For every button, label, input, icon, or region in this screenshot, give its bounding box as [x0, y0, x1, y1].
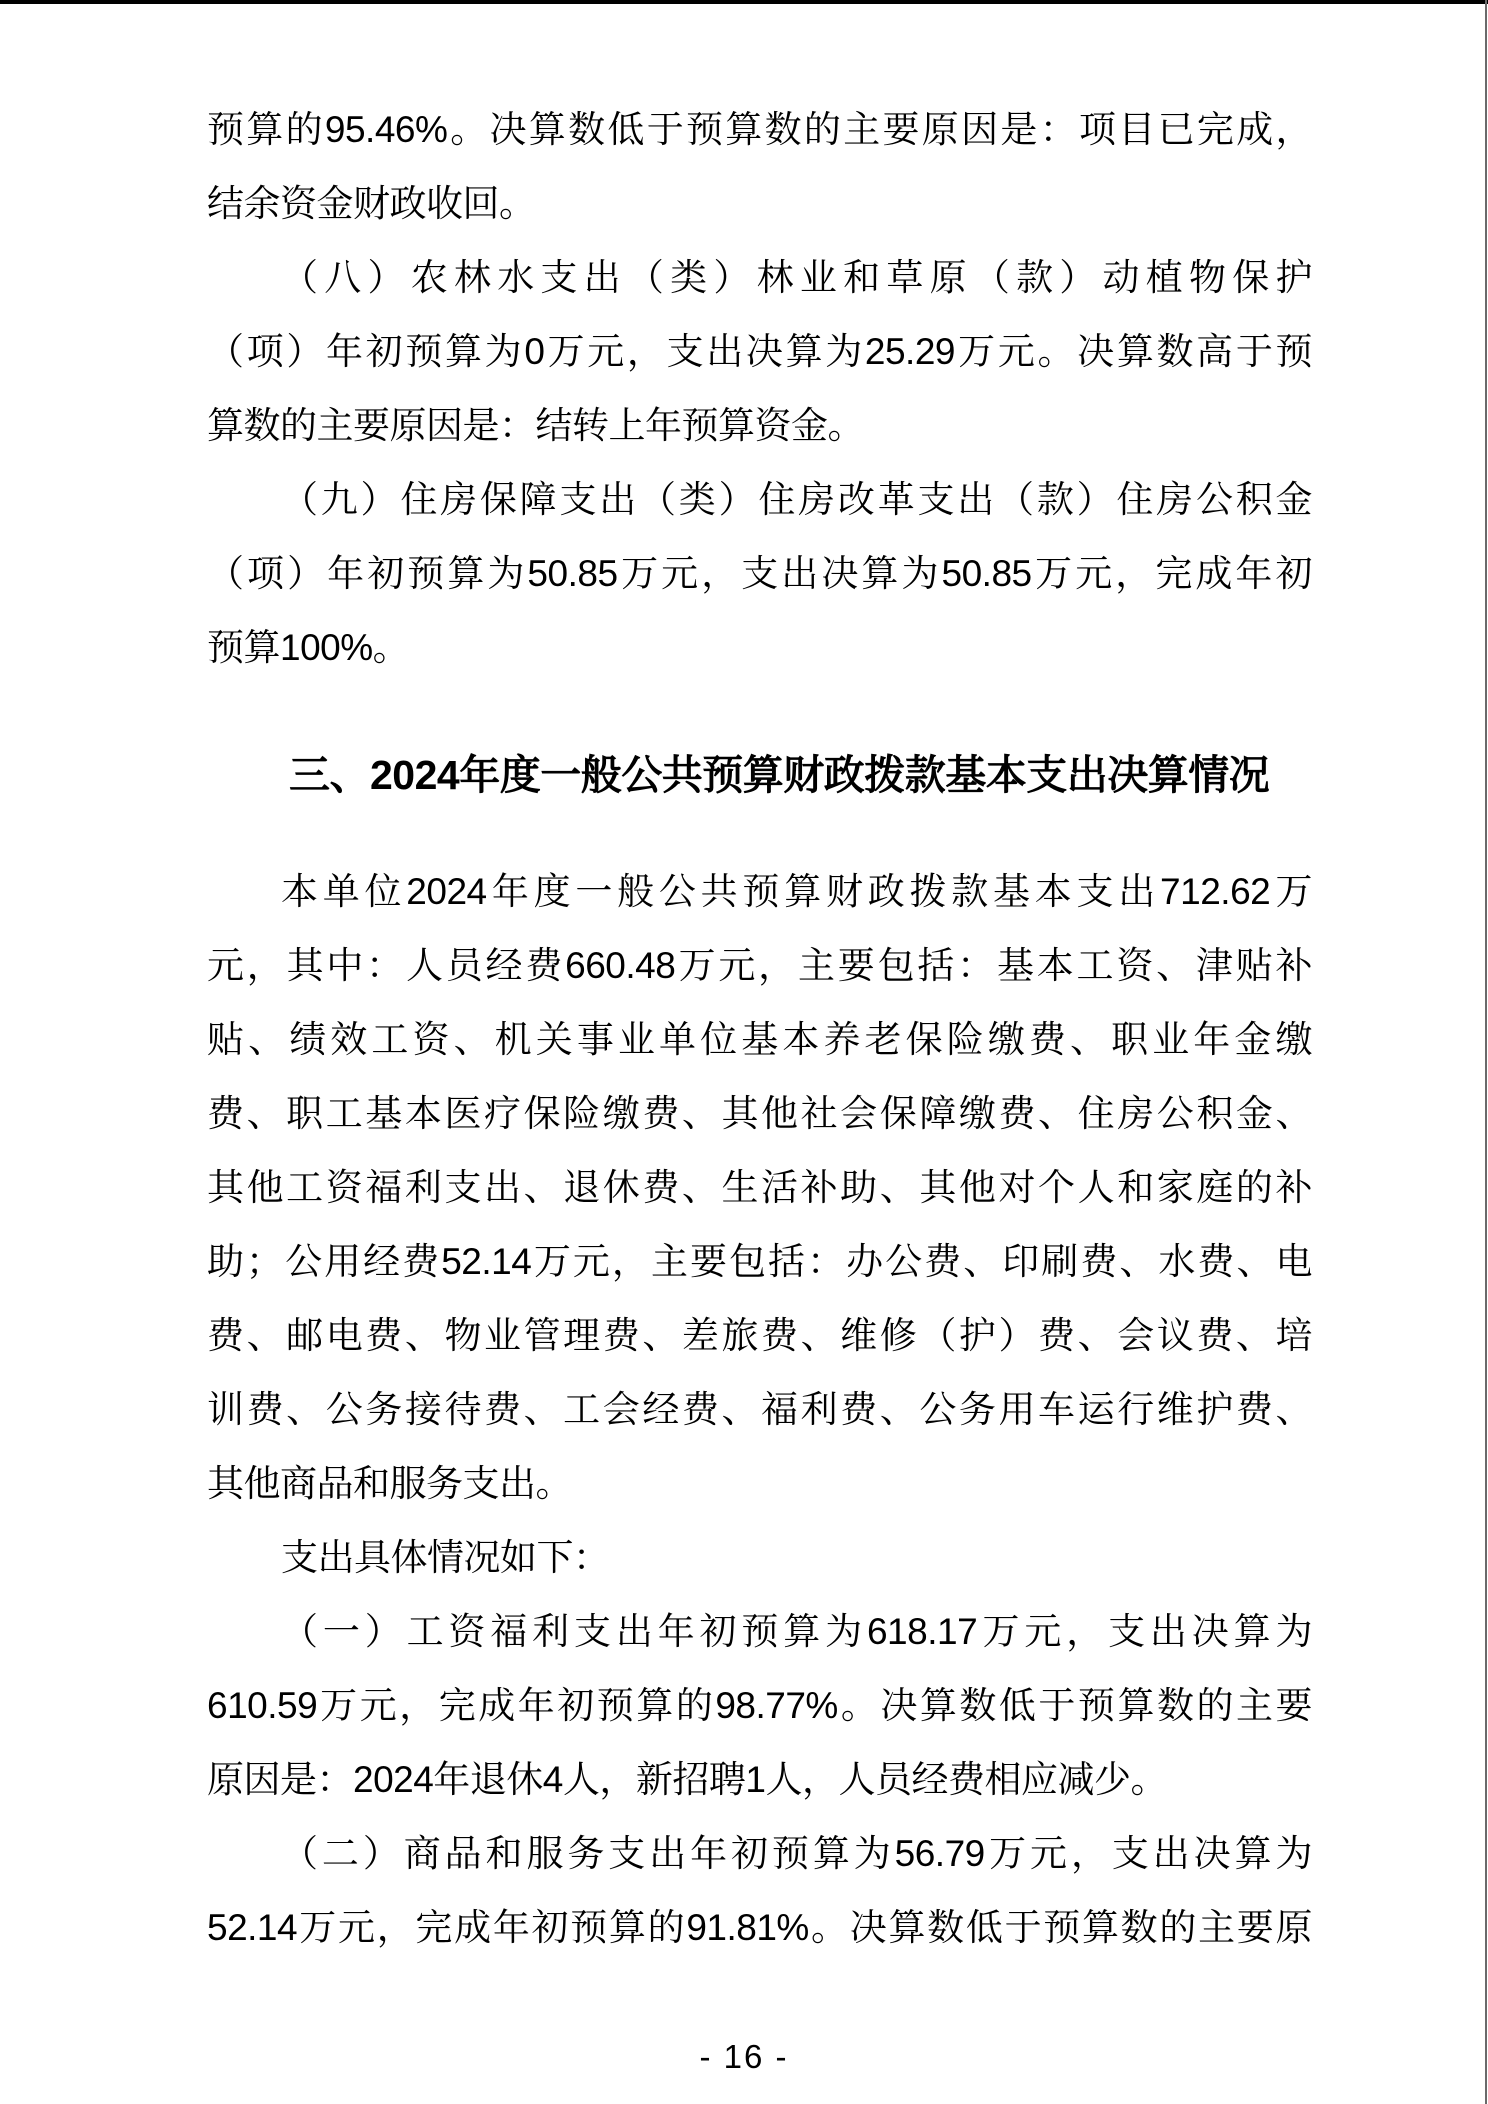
text-line: （二）商品和服务支出年初预算为56.79万元，支出决算为: [281, 1833, 1312, 1874]
text-line: 训费、公务接待费、工会经费、福利费、公务用车运行维护费、: [207, 1389, 1312, 1430]
heading-section-three: [207, 738, 1312, 812]
text-line: 助；公用经费52.14万元，主要包括：办公费、印刷费、水费、电: [207, 1241, 1312, 1282]
scan-right-edge-line: [1485, 0, 1487, 2104]
text-line: 三、2024年度一般公共预算财政拨款基本支出决算情况: [289, 752, 1270, 798]
text-line: 610.59万元，完成年初预算的98.77%。决算数低于预算数的主要: [207, 1685, 1312, 1726]
text-line: 费、职工基本医疗保险缴费、其他社会保障缴费、住房公积金、: [207, 1093, 1312, 1134]
text-line: 本单位2024年度一般公共预算财政拨款基本支出712.62万: [281, 871, 1312, 912]
scan-top-edge-bar: [0, 0, 1488, 4]
para-carryover: [207, 93, 1312, 241]
para-detail-1: [207, 1595, 1312, 1817]
text-line: 支出具体情况如下：: [281, 1537, 610, 1578]
text-line: 预算100%。: [207, 627, 410, 668]
para-detail-2: [207, 1817, 1312, 1965]
text-line: （项）年初预算为50.85万元，支出决算为50.85万元，完成年初: [207, 553, 1312, 594]
text-line: 预算的95.46%。决算数低于预算数的主要原因是：项目已完成，: [207, 109, 1312, 150]
text-line: 贴、绩效工资、机关事业单位基本养老保险缴费、职业年金缴: [207, 1019, 1312, 1060]
page-number: - 16 -: [699, 2038, 789, 2075]
text-line: 其他工资福利支出、退休费、生活补助、其他对个人和家庭的补: [207, 1167, 1312, 1208]
text-line: 元，其中：人员经费660.48万元，主要包括：基本工资、津贴补: [207, 945, 1312, 986]
text-line: （八）农林水支出（类）林业和草原（款）动植物保护: [281, 257, 1312, 298]
para-item-9: [207, 463, 1312, 685]
text-line: 费、邮电费、物业管理费、差旅费、维修（护）费、会议费、培: [207, 1315, 1312, 1356]
para-basic-expenditure-overview: [207, 855, 1312, 1521]
text-line: 原因是：2024年退休4人，新招聘1人，人员经费相应减少。: [207, 1759, 1167, 1800]
text-line: 算数的主要原因是：结转上年预算资金。: [207, 405, 864, 446]
text-line: 结余资金财政收回。: [207, 183, 536, 224]
text-line: （一）工资福利支出年初预算为618.17万元，支出决算为: [281, 1611, 1312, 1652]
para-detail-intro: [207, 1521, 1312, 1595]
text-line: 其他商品和服务支出。: [207, 1463, 572, 1504]
text-line: 52.14万元，完成年初预算的91.81%。决算数低于预算数的主要原: [207, 1907, 1312, 1948]
text-line: （项）年初预算为0万元，支出决算为25.29万元。决算数高于预: [207, 331, 1312, 372]
document-body: [207, 93, 1312, 1977]
text-line: （九）住房保障支出（类）住房改革支出（款）住房公积金: [281, 479, 1312, 520]
para-item-8: [207, 241, 1312, 463]
